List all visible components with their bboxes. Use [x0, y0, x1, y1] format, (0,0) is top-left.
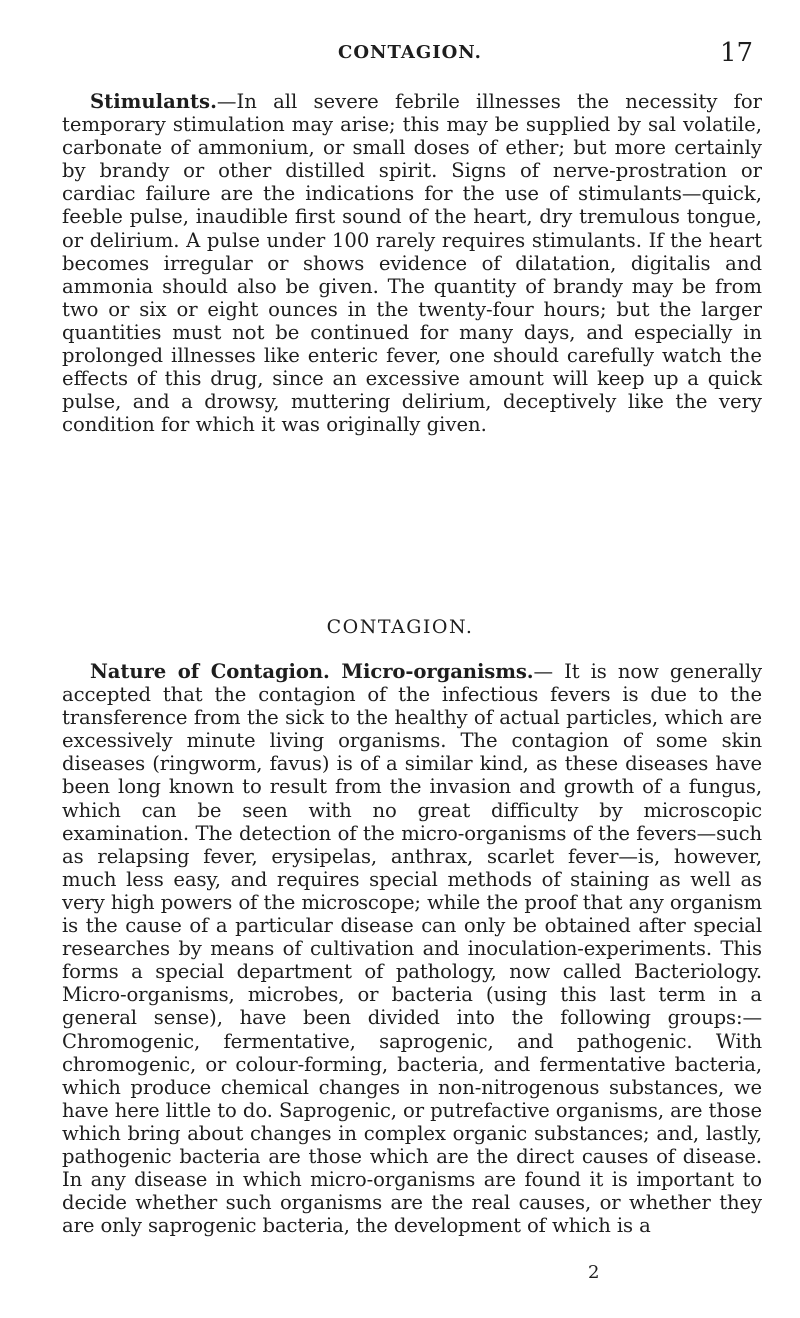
stimulants-text: —In all severe febrile illnesses the necessity for temporary stimulation may arise; this may be supplied by sal volatile, carbonate of ammonium, or small doses of ether; but more certainly by brandy or other distilled spirit. Signs of nerve-prostration or cardiac failure are the indications for the use of stimulants—quick, feeble pulse, inaudible first sound of the heart, dry tremulous tongue, or delirium. A pulse under 100 rarely requires stimulants. If the heart becomes irregular or shows evidence of dilatation, digitalis and ammonia should also be given. The quantity of brandy may be from two or six or eight ounces in the twenty-four hours; but the larger quantities must not be continued for many days, and especially in prolonged illnesses like enteric fever, one should carefully watch the effects of this drug, since an excessive amount will keep up a quick pulse, and a drowsy, muttering delirium, deceptively like the very condition for which it was originally given. [62, 90, 762, 437]
running-title: CONTAGION. [338, 42, 482, 63]
stimulants-heading: Stimulants. [90, 90, 217, 113]
page-number: 17 [720, 38, 754, 68]
signature-mark: 2 [588, 1262, 600, 1283]
contagion-paragraph [62, 660, 762, 1237]
running-head [0, 38, 800, 76]
contagion-heading: Nature of Contagion. Micro-organisms. [90, 660, 534, 683]
section-title-contagion: CONTAGION. [326, 616, 474, 638]
contagion-text: — It is now generally accepted that the contagion of the infectious fevers is due to the transference from the sick to the healthy of actual particles, which are excessively minute living organisms. The contagion of some skin diseases (ringworm, favus) is of a similar kind, as these diseases have been long known to result from the invasion and growth of a fungus, which can be seen with no great difficulty by microscopic examination. The detection of the micro-organisms of the fevers—such as relapsing fever, erysipelas, anthrax, scarlet fever—is, however, much less easy, and requires special methods of staining as well as very high powers of the microscope; while the proof that any organism is the cause of a particular disease can only be obtained after special researches by means of cultivation and inoculation-experiments. This forms a special department of pathology, now called Bacteriology. Micro-organisms, microbes, or bacteria (using this last term in a general sense), have been divided into the following groups:—Chromogenic, fermentative, saprogenic, and pathogenic. With chromogenic, or colour-forming, bacteria, and fermentative bacteria, which produce chemical changes in non-nitrogenous substances, we have here little to do. Saprogenic, or putrefactive organisms, are those which bring about changes in complex organic substances; and, lastly, pathogenic bacteria are those which are the direct causes of disease. In any disease in which micro-organisms are found it is important to decide whether such organisms are the real causes, or whether they are only saprogenic bacteria, the development of which is a [62, 660, 762, 1238]
stimulants-paragraph [62, 90, 762, 436]
